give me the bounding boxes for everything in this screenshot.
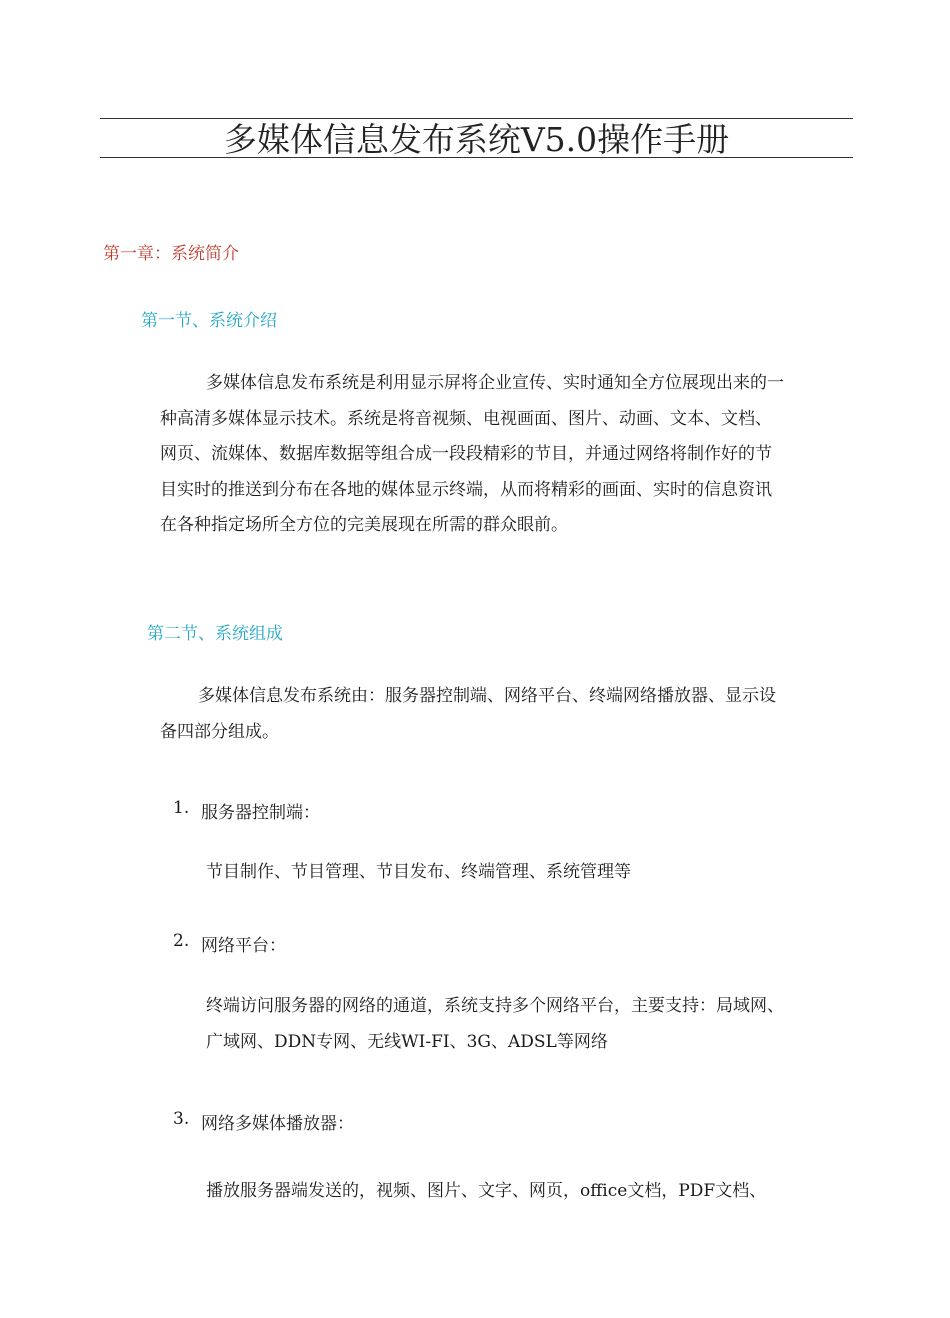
list-item-label: 网络平台： <box>201 936 286 956</box>
paragraph-line: 种高清多媒体显示技术。系统是将音视频、电视画面、图片、动画、文本、文档、 <box>160 408 772 429</box>
chapter-heading: 第一章：系统简介 <box>103 244 239 264</box>
paragraph-line: 多媒体信息发布系统由：服务器控制端、网络平台、终端网络播放器、显示设 <box>198 686 776 706</box>
list-item-number: 1. <box>173 798 190 818</box>
paragraph-line: 在各种指定场所全方位的完美展现在所需的群众眼前。 <box>160 515 568 535</box>
list-item-description <box>206 1174 766 1210</box>
list-item-label: 网络多媒体播放器： <box>201 1114 354 1134</box>
paragraph-line: 节目制作、节目管理、节目发布、终端管理、系统管理等 <box>206 862 631 882</box>
paragraph-line: 网页、流媒体、数据库数据等组合成一段段精彩的节目，并通过网络将制作好的节 <box>160 444 772 464</box>
section-heading-intro: 第一节、系统介绍 <box>141 311 277 331</box>
paragraph-line: 备四部分组成。 <box>160 721 279 742</box>
list-item-number: 2. <box>173 931 190 951</box>
composition-paragraph <box>160 679 776 750</box>
intro-paragraph <box>160 366 784 544</box>
paragraph-line: 多媒体信息发布系统是利用显示屏将企业宣传、实时通知全方位展现出来的一 <box>206 373 784 393</box>
paragraph-line: 广域网、DDN专网、无线WI-FI、3G、ADSL等网络 <box>206 1031 608 1052</box>
list-item-label: 服务器控制端： <box>201 803 320 823</box>
paragraph-line: 目实时的推送到分布在各地的媒体显示终端，从而将精彩的画面、实时的信息资讯 <box>160 479 772 500</box>
title-bottom-rule <box>100 157 853 158</box>
paragraph-line: 终端访问服务器的网络的通道，系统支持多个网络平台，主要支持：局域网、 <box>206 996 784 1016</box>
list-item-description <box>206 855 631 891</box>
list-item-number: 3. <box>173 1109 190 1129</box>
page-title: 多媒体信息发布系统V5.0操作手册 <box>223 120 730 159</box>
paragraph-line: 播放服务器端发送的，视频、图片、文字、网页，office文档，PDF文档、 <box>206 1181 767 1201</box>
list-item-description <box>206 989 784 1060</box>
section-heading-composition: 第二节、系统组成 <box>147 624 283 644</box>
